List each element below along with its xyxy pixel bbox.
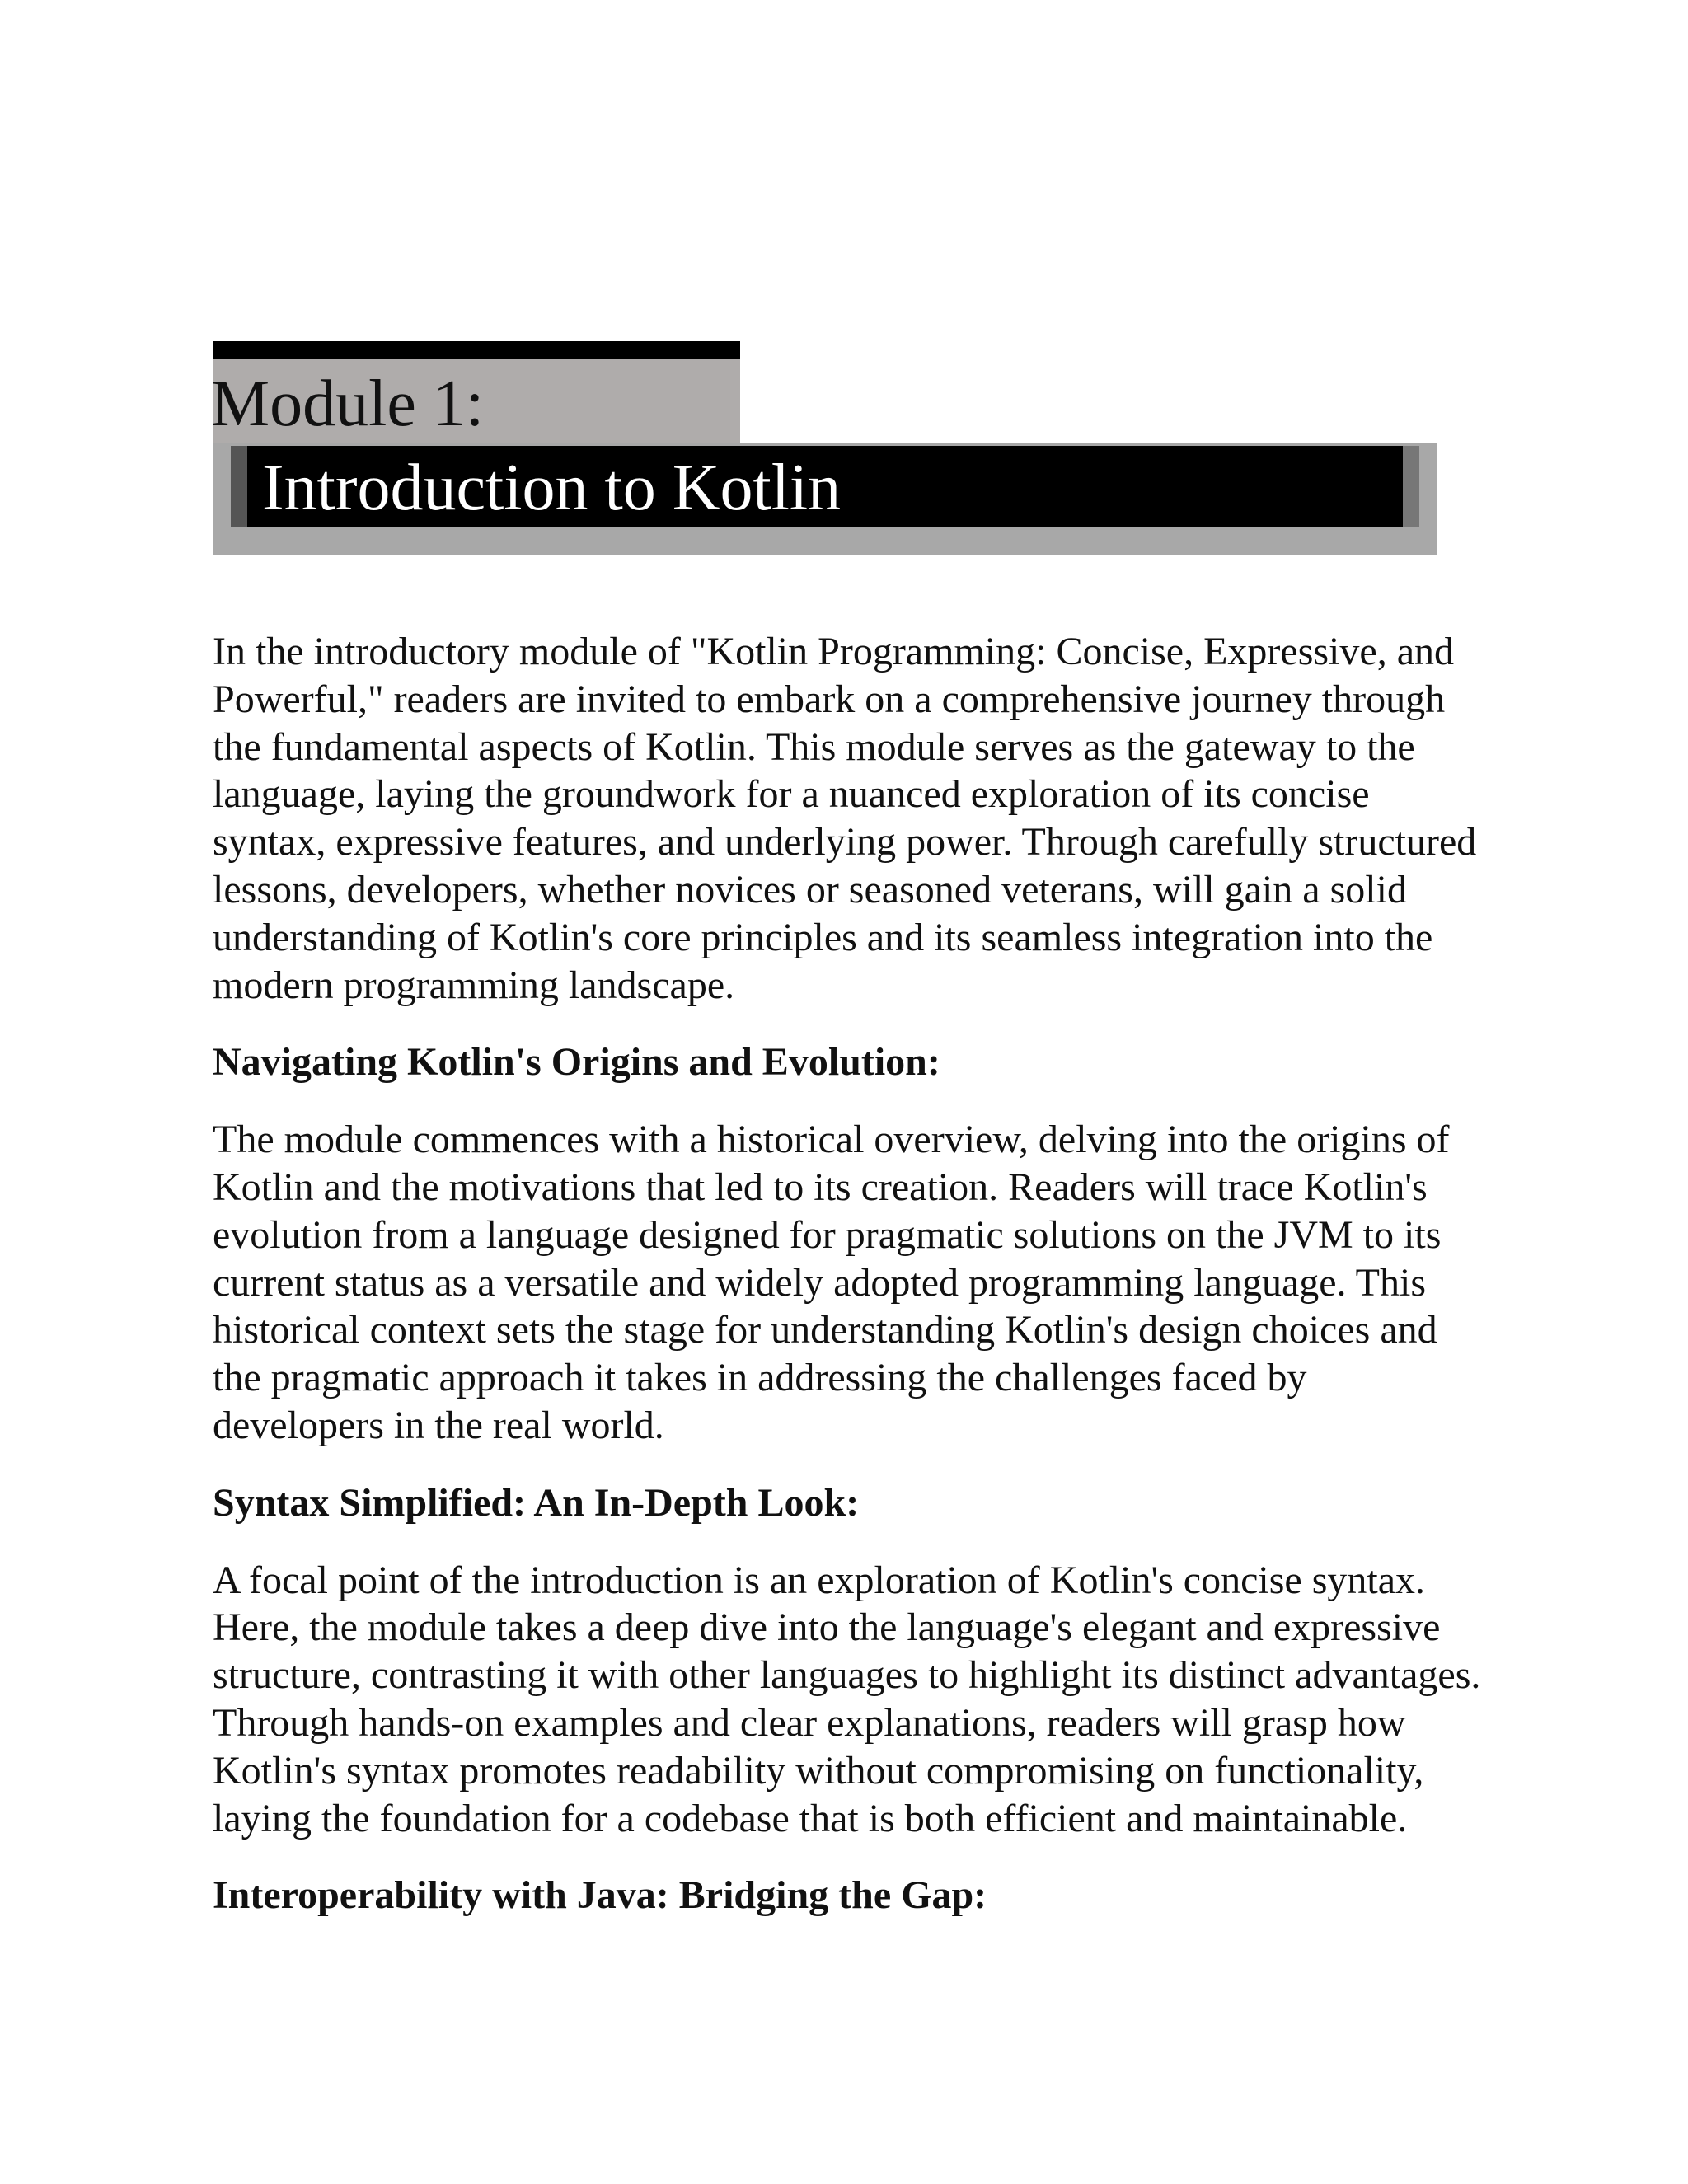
title-banner-right-shade bbox=[1403, 446, 1419, 527]
section-heading-interoperability: Interoperability with Java: Bridging the Gap: bbox=[213, 1873, 987, 1918]
section-heading-syntax: Syntax Simplified: An In-Depth Look: bbox=[213, 1480, 860, 1525]
module-title: Introduction to Kotlin bbox=[262, 452, 842, 524]
title-banner-left-shade bbox=[231, 446, 247, 527]
origins-paragraph: The module commences with a historical overview, delving into the origins of Kotlin and the motivations that led to its creation. Readers will trace Kotlin's evolution from a language designed for pragmatic solutions on the JVM to its current status as a versatile and widely adopted programming language. This historical context sets the stage for understanding Kotlin's design choices and the pragmatic approach it takes in addressing the challenges faced by developers in the real world. bbox=[213, 1118, 1450, 1447]
section-heading-origins: Navigating Kotlin's Origins and Evolution: bbox=[213, 1040, 940, 1085]
syntax-paragraph: A focal point of the introduction is an exploration of Kotlin's concise syntax. Here, the module takes a deep dive into the language's elegant and expressive structure, contrasting it with other languages to highlight its distinct advantages. Through hands-on examples and clear explanations, readers will grasp how Kotlin's syntax promotes readability without compromising on functionality, laying the foundation for a codebase that is both efficient and maintainable. bbox=[213, 1558, 1481, 1840]
module-number-label: Module 1: bbox=[211, 368, 485, 440]
title-top-rule bbox=[213, 341, 740, 359]
intro-paragraph: In the introductory module of "Kotlin Programming: Concise, Expressive, and Powerful," readers are invited to embark on a comprehensive journey through the fundamental aspects of Kotlin. This module serves as the gateway to the language, laying the groundwork for a nuanced exploration of its concise syntax, expressive features, and underlying power. Through carefully structured lessons, developers, whether novices or seasoned veterans, will gain a solid understanding of Kotlin's core principles and its seamless integration into the modern programming landscape. bbox=[213, 630, 1477, 1007]
module-body bbox=[213, 628, 1482, 1949]
